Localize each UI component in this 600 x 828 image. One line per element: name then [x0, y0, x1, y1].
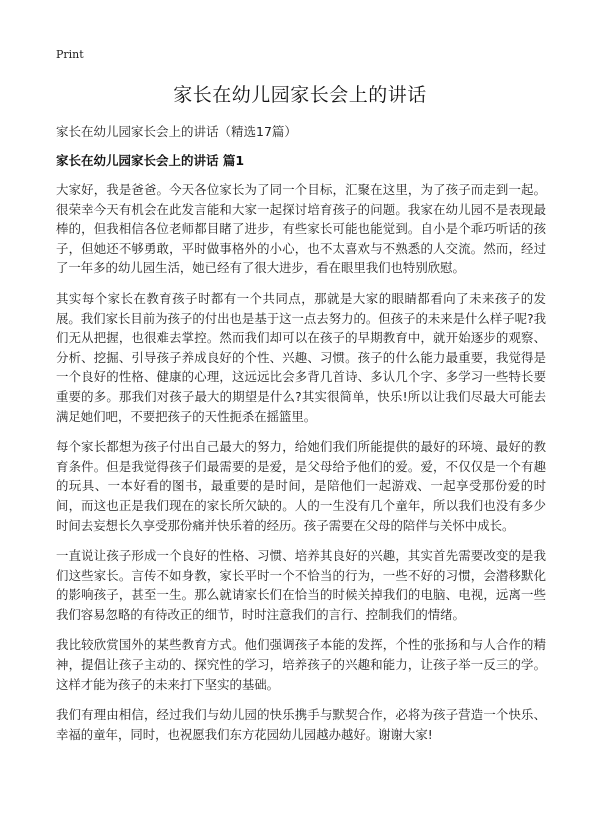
- document-subtitle: 家长在幼儿园家长会上的讲话（精选17篇）: [56, 124, 297, 139]
- paragraph-4: 一直说让孩子形成一个良好的性格、习惯、培养其良好的兴趣，其实首先需要改变的是我们这些家长。言传不如身教，家长平时一个不恰当的行为，一些不好的习惯，会潜移默化的影响孩子，甚至一生。那么就请家长们在恰当的时候关掉我们的电脑、电视，远离一些我们容易忽略的有待改正的细节，时时注意我们的言行、控制我们的情绪。: [56, 548, 546, 622]
- speech-body: [56, 180, 546, 755]
- document-title: 家长在幼儿园家长会上的讲话: [173, 84, 427, 106]
- paragraph-5: 我比较欣赏国外的某些教育方式。他们强调孩子本能的发挥，个性的张扬和与人合作的精神，提倡让孩子主动的、探究性的学习，培养孩子的兴趣和能力，让孩子举一反三的学。这样才能为孩子的未来打下坚实的基础。: [56, 637, 546, 692]
- section-heading: 家长在幼儿园家长会上的讲话 篇1: [56, 153, 245, 168]
- print-link[interactable]: Print: [56, 48, 84, 61]
- paragraph-3: 每个家长都想为孩子付出自己最大的努力，给她们我们所能提供的最好的环境、最好的教育条件。但是我觉得孩子们最需要的是爱，是父母给予他们的爱。爱，不仅仅是一个有趣的玩具、一本好看的图书，最重要的是时间，是陪他们一起游戏、一起享受那份爱的时间，而这也正是我们现在的家长所欠缺的。人的一生没有几个童年，所以我们也没有多少时间去妄想长久享受那份痛并快乐着的经历。孩子需要在父母的陪伴与关怀中成长。: [56, 439, 546, 533]
- paragraph-6: 我们有理由相信，经过我们与幼儿园的快乐携手与默契合作，必将为孩子营造一个快乐、幸福的童年，同时，也祝愿我们东方花园幼儿园越办越好。谢谢大家!: [56, 707, 546, 742]
- paragraph-1: 大家好，我是爸爸。今天各位家长为了同一个目标，汇聚在这里，为了孩子而走到一起。很荣幸今天有机会在此发言能和大家一起探讨培育孩子的问题。我家在幼儿园不是表现最棒的，但我相信各位老师都目睹了进步，有些家长可能也能觉到。自小是个乖巧听话的孩子，但她还不够勇敢，平时做事格外的小心，也不太喜欢与不熟悉的人交流。然而，经过了一年多的幼儿园生活，她已经有了很大进步，看在眼里我们也特别欣慰。: [56, 182, 546, 276]
- paragraph-2: 其实每个家长在教育孩子时都有一个共同点，那就是大家的眼睛都看向了未来孩子的发展。我们家长目前为孩子的付出也是基于这一点去努力的。但孩子的未来是什么样子呢?我们无从把握，也很难去掌控。然而我们却可以在孩子的早期教育中，就开始逐步的观察、分析、挖掘、引导孩子养成良好的个性、兴趣、习惯。孩子的什么能力最重要，我觉得是一个良好的性格、健康的心理，这远远比会多背几首诗、多认几个字、多学习一些特长要重要的多。那我们对孩子最大的期望是什么?其实很简单，快乐!所以让我们尽最大可能去满足她们吧，不要把孩子的天性扼杀在摇篮里。: [56, 290, 546, 424]
